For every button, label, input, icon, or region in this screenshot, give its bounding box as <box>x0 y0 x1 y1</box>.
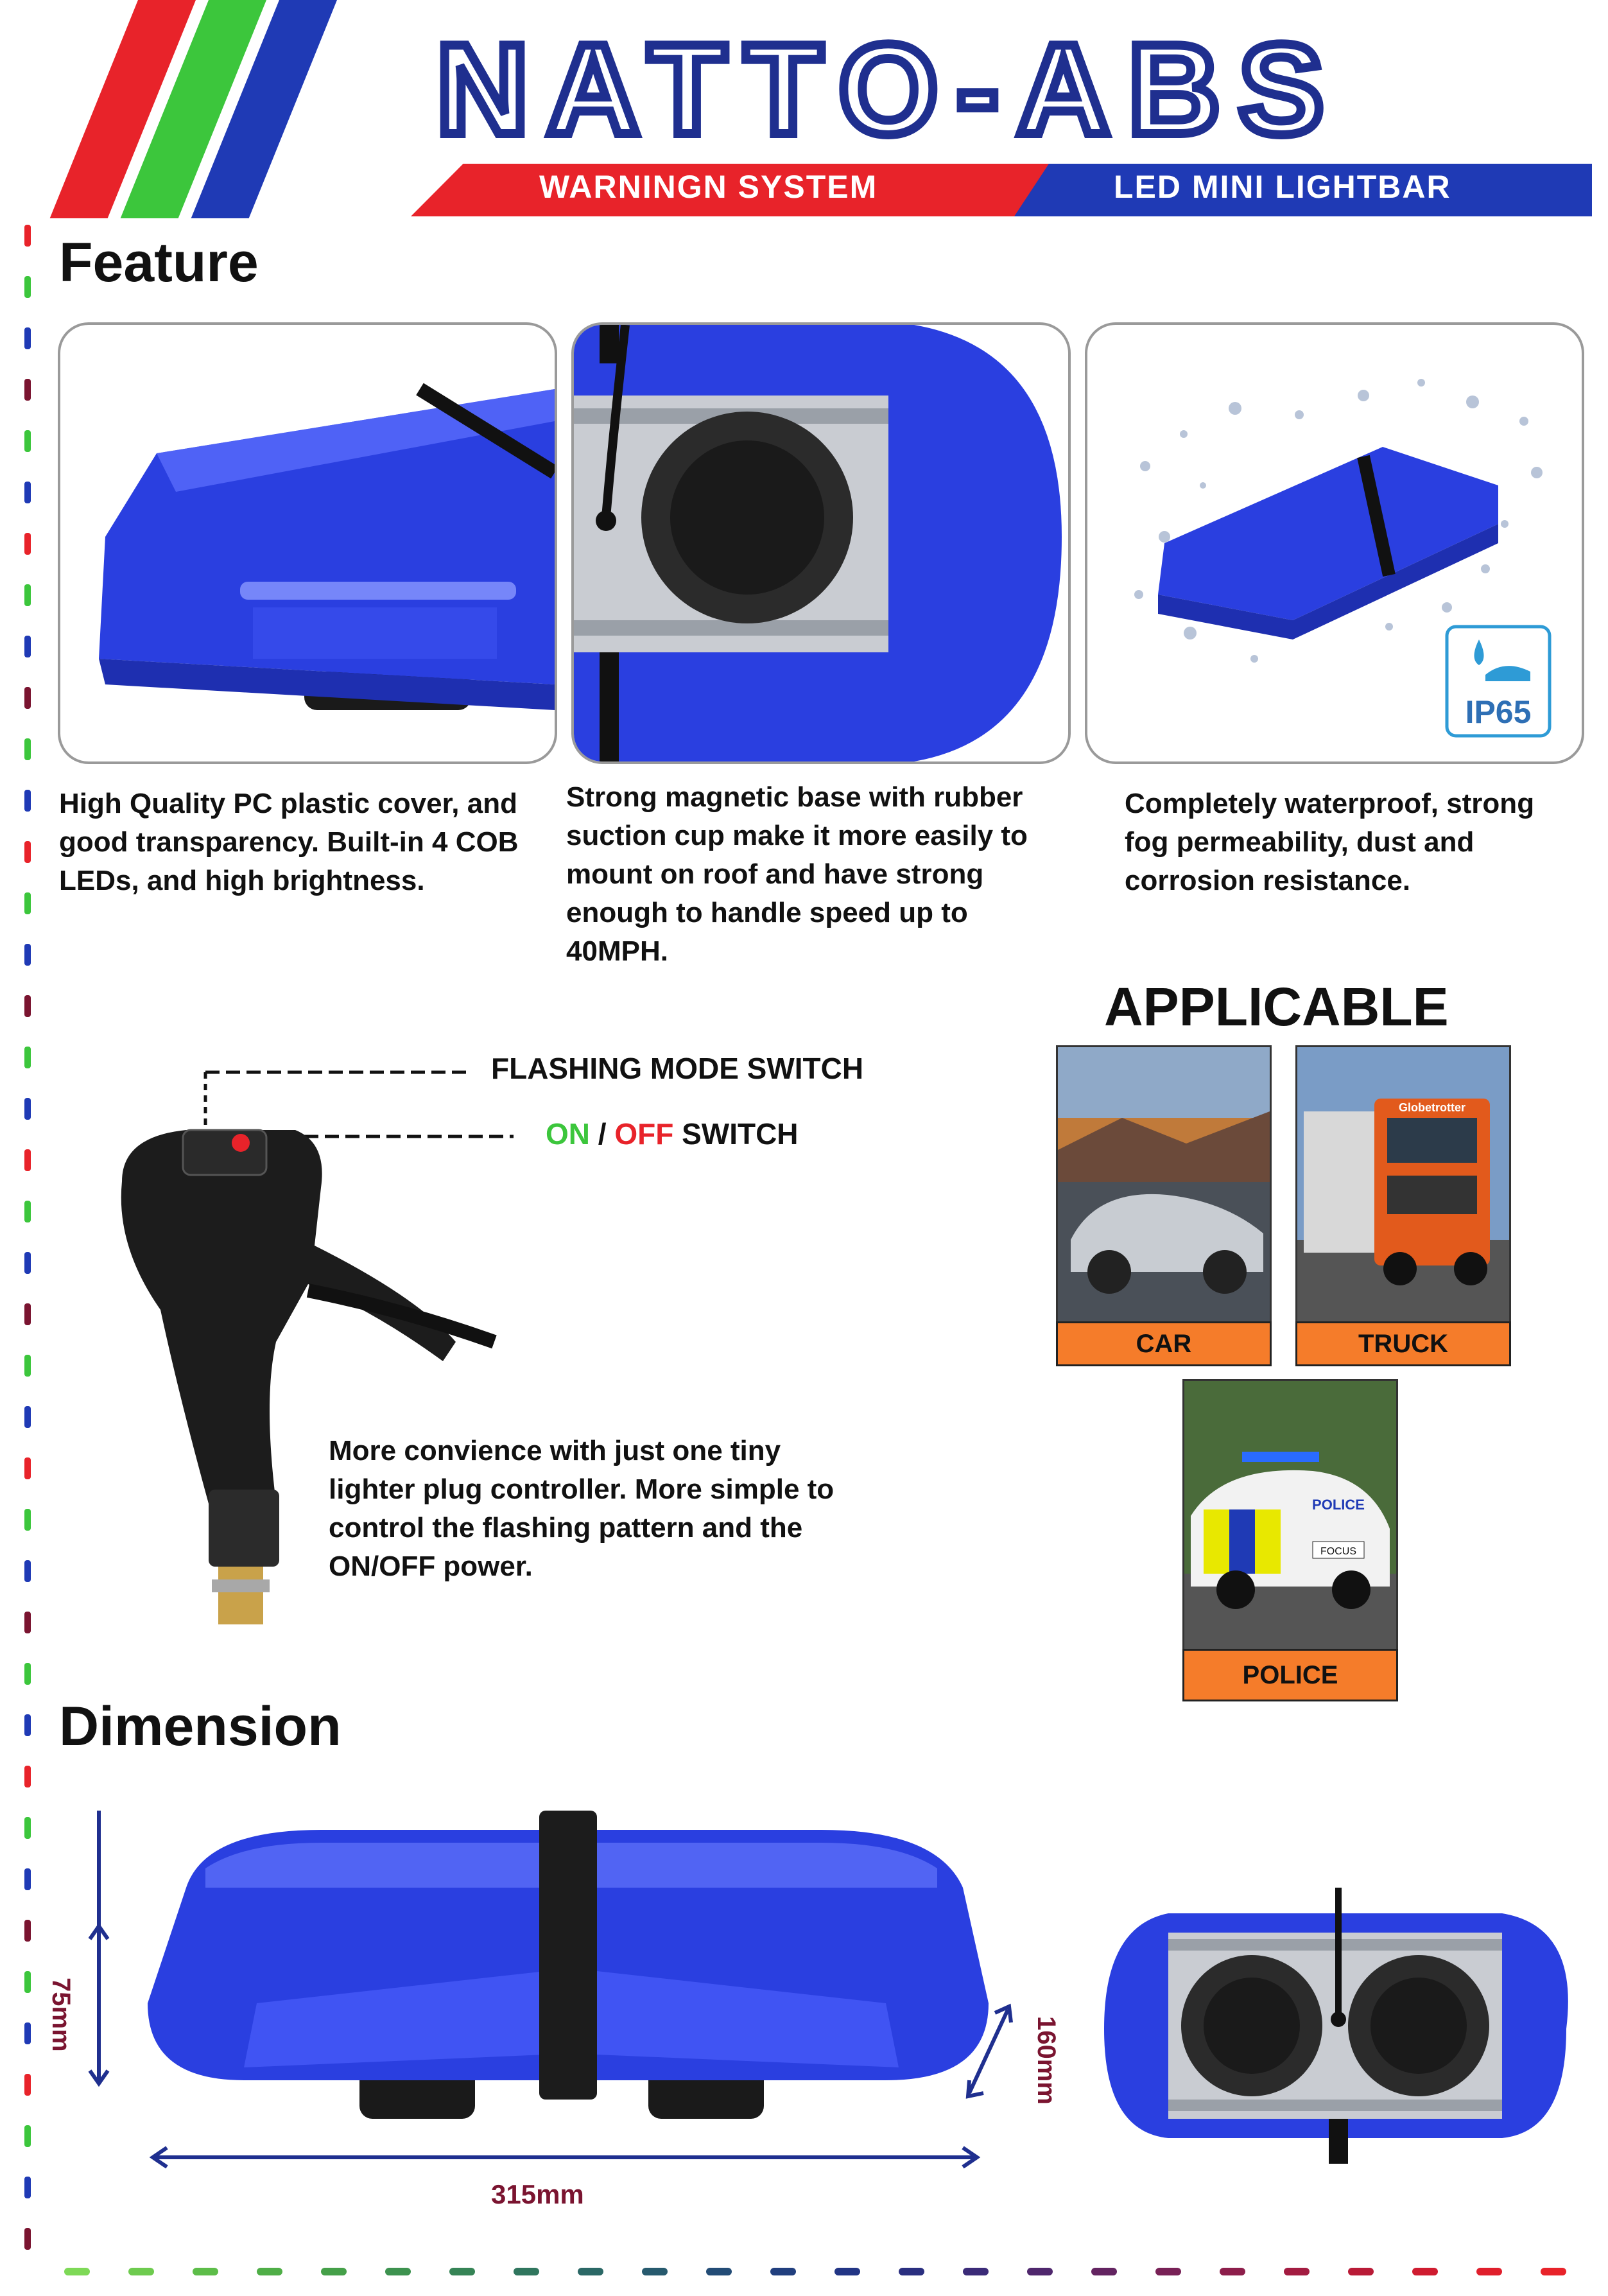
police-text: POLICE <box>1312 1497 1365 1513</box>
flashing-mode-label: FLASHING MODE SWITCH <box>491 1052 864 1085</box>
depth-dimension: 160mm <box>1032 2016 1060 2105</box>
length-dimension: 315mm <box>491 2179 584 2209</box>
magnetic-base-illustration <box>574 325 1068 761</box>
brand-logo <box>295 24 1483 159</box>
applicable-heading: APPLICABLE <box>1104 977 1449 1037</box>
lightbar-cover-illustration <box>60 325 555 761</box>
lightbar-bottom-view <box>1091 1888 1579 2164</box>
police-photo <box>1182 1379 1398 1653</box>
feature-text-base: Strong magnetic base with rubber suction cup make it more easily to mount on roof and have strong enough to handle speed up to 40MPH. <box>566 781 1028 967</box>
banner-right-text: LED MINI LIGHTBAR <box>1114 169 1451 205</box>
lightbar-front-view <box>51 1811 1078 2222</box>
feature-panel-base <box>571 322 1071 764</box>
feature-panel-cover <box>58 322 557 764</box>
switch-text: SWITCH <box>673 1117 799 1151</box>
dimension-heading: Dimension <box>59 1696 341 1757</box>
off-text: OFF <box>614 1117 674 1151</box>
car-photo <box>1056 1045 1272 1325</box>
banner-left-text: WARNINGN SYSTEM <box>539 169 878 205</box>
feature-heading: Feature <box>59 232 259 293</box>
ip65-label: IP65 <box>1465 694 1532 730</box>
height-dimension: 75mm <box>47 1978 75 2052</box>
waterproof-illustration <box>1087 325 1582 761</box>
slash-text: / <box>590 1117 615 1151</box>
car-label: CAR <box>1056 1321 1272 1366</box>
feature-panel-waterproof <box>1085 322 1584 764</box>
on-text: ON <box>546 1117 590 1151</box>
truck-photo <box>1295 1045 1511 1325</box>
truck-sign: Globetrotter <box>1398 1101 1466 1114</box>
police-plate: FOCUS <box>1320 1546 1356 1557</box>
feature-text-waterproof: Completely waterproof, strong fog permeability, dust and corrosion resistance. <box>1125 788 1535 896</box>
police-label: POLICE <box>1182 1649 1398 1701</box>
brand-title: NATTO-ABS <box>436 24 1342 159</box>
feature-text-cover: High Quality PC plastic cover, and good transparency. Built-in 4 COB LEDs, and high brightness. <box>59 788 519 896</box>
controller-description: More convience with just one tiny lighter plug controller. More simple to control the flashing pattern and the ON/OFF power. <box>329 1435 834 1582</box>
on-off-switch-label <box>546 1115 799 1153</box>
truck-label: TRUCK <box>1295 1321 1511 1366</box>
